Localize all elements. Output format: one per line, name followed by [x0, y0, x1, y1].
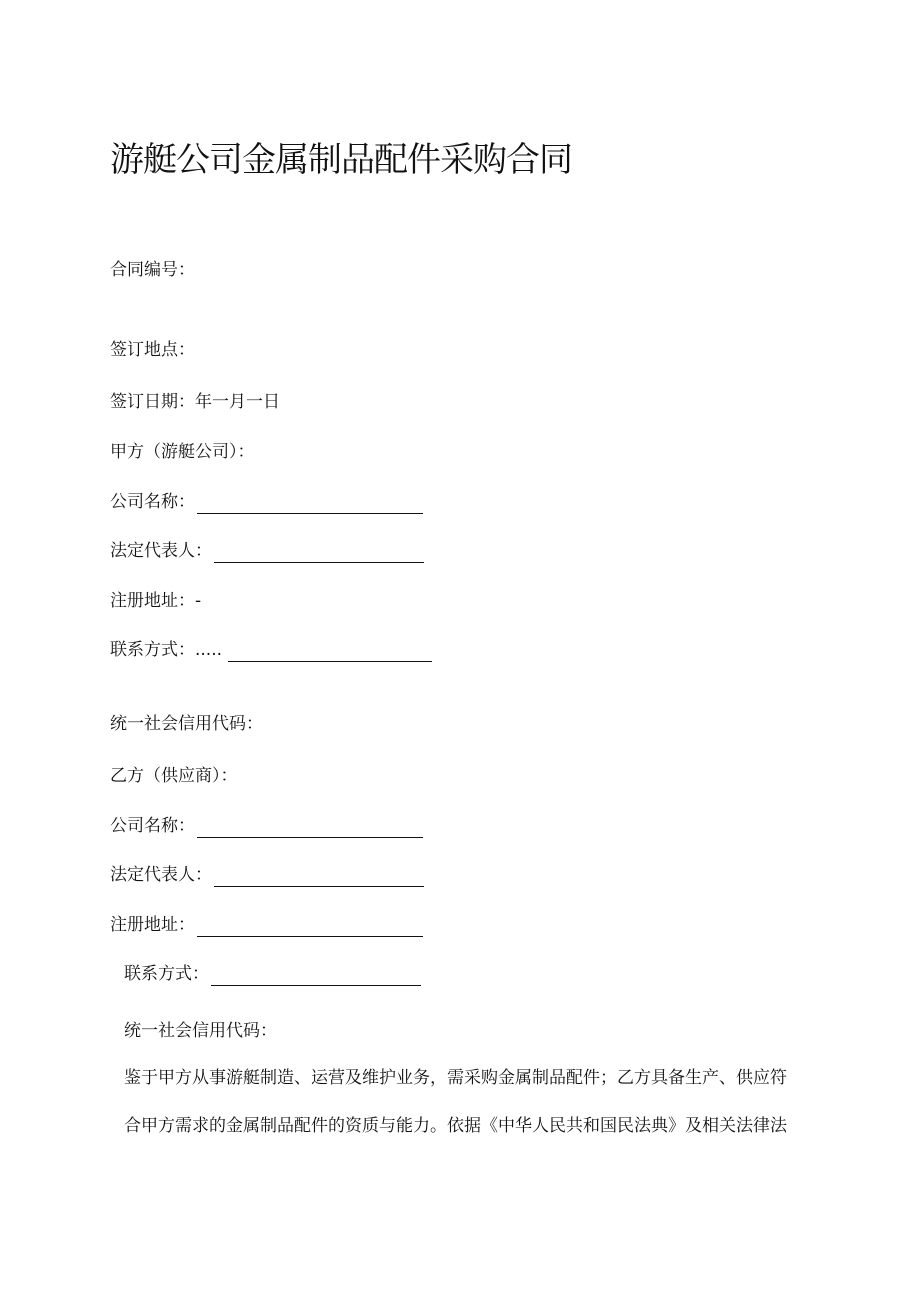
sign-place-label: 签订地点： — [110, 340, 195, 360]
party-a-legal-rep-field — [110, 539, 424, 563]
party-a-legal-rep-label: 法定代表人： — [110, 541, 212, 561]
party-b-address-label: 注册地址： — [110, 915, 195, 935]
party-a-contact-blank — [228, 643, 432, 662]
party-a-legal-rep-blank — [214, 544, 424, 563]
party-b-heading — [110, 764, 238, 788]
party-b-company-name-blank — [197, 819, 423, 838]
party-b-contact-blank — [211, 967, 421, 986]
party-b-credit-code-label: 统一社会信用代码： — [124, 1021, 277, 1041]
party-b-contact-field — [124, 962, 421, 986]
party-a-credit-code-field — [110, 712, 263, 736]
party-b-heading-label: 乙方（供应商）： — [110, 766, 238, 786]
preamble-line-2: 合甲方需求的金属制品配件的资质与能力。依据《中华人民共和国民法典》及相关法律法 — [124, 1116, 787, 1136]
party-b-company-name-label: 公司名称： — [110, 816, 195, 836]
contract-number-label: 合同编号： — [110, 260, 195, 280]
party-a-address-label: 注册地址：- — [110, 591, 202, 611]
party-b-legal-rep-blank — [214, 868, 424, 887]
party-b-contact-label: 联系方式： — [124, 964, 209, 984]
party-b-address-field — [110, 913, 423, 937]
party-b-company-name-field — [110, 814, 423, 838]
contract-number-field — [110, 258, 195, 282]
party-a-address-field — [110, 589, 201, 613]
party-a-company-name-blank — [197, 495, 423, 514]
party-a-contact-label: 联系方式：..... — [110, 640, 223, 660]
party-a-company-name-field — [110, 490, 423, 514]
party-b-legal-rep-field — [110, 863, 424, 887]
preamble-line-1: 鉴于甲方从事游艇制造、运营及维护业务，需采购金属制品配件；乙方具备生产、供应符 — [124, 1068, 787, 1088]
party-b-address-blank — [197, 918, 423, 937]
party-b-credit-code-field — [124, 1019, 277, 1043]
party-a-heading — [110, 440, 255, 464]
document-title: 游艇公司金属制品配件采购合同 — [110, 140, 572, 180]
sign-place-field — [110, 338, 195, 362]
sign-date-field — [110, 390, 280, 414]
party-a-heading-label: 甲方（游艇公司）： — [110, 442, 255, 462]
sign-date-label: 签订日期：年一月一日 — [110, 392, 280, 412]
party-a-company-name-label: 公司名称： — [110, 492, 195, 512]
party-b-legal-rep-label: 法定代表人： — [110, 865, 212, 885]
party-a-contact-field — [110, 638, 432, 662]
party-a-credit-code-label: 统一社会信用代码： — [110, 714, 263, 734]
